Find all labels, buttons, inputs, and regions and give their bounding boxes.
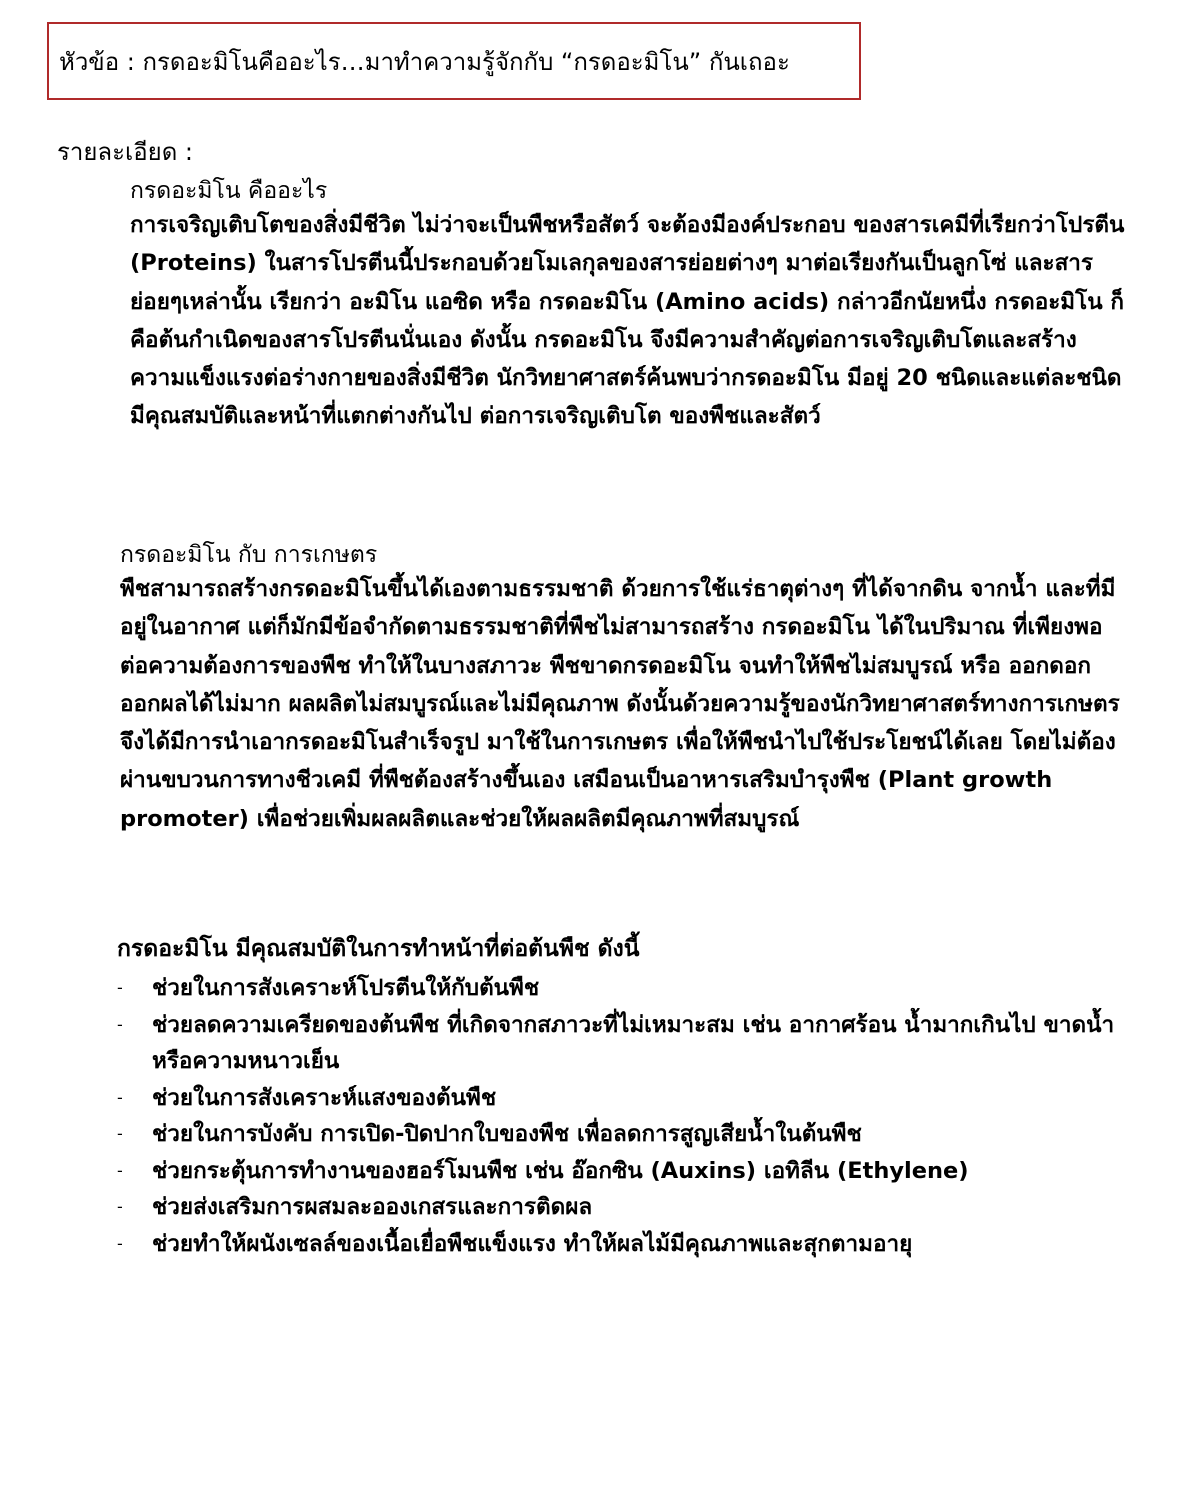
section-heading: กรดอะมิโน กับ การเกษตร — [120, 542, 378, 568]
section-body: พืชสามารถสร้างกรดอะมิโนขึ้นได้เองตามธรรมชาติ ด้วยการใช้แร่ธาตุต่างๆ ที่ได้จากดิน จากน้ำ และที่มีอยู่ในอากาศ แต่ก็มักมีข้อจำกัดตามธรรมชาติที่พืชไม่สามารถสร้าง กรดอะมิโน ได้ในปริมาณ ที่เพียงพอต่อความต้องการของพืช ทำให้ในบางสภาวะ พืชขาดกรดอะมิโน จนทำให้พืชไม่สมบูรณ์ หรือ ออกดอก ออกผลได้ไม่มาก ผลผลิตไม่สมบูรณ์และไม่มีคุณภาพ ดังนั้นด้วยความรู้ของนักวิทยาศาสตร์ทางการเกษตร จึงได้มีการนำเอากรดอะมิโนสำเร็จรูป มาใช้ในการเกษตร เพื่อให้พืชนำไปใช้ประโยชน์ได้เลย โดยไม่ต้องผ่านขบวนการทางชีวเคมี ที่พืชต้องสร้างขึ้นเอง เสมือนเป็นอาหารเสริมบำรุงพืช (Plant growth promoter) เพื่อช่วยเพิ่มผลผลิตและช่วยให้ผลผลิตมีคุณภาพที่สมบูรณ์ — [120, 576, 1120, 832]
list-item: - ช่วยทำให้ผนังเซลล์ของเนื้อเยื่อพืชแข็งแรง ทำให้ผลไม้มีคุณภาพและสุกตามอายุ — [117, 1230, 913, 1257]
section-what-is-amino-acid — [130, 176, 1130, 436]
list-item: - ช่วยในการบังคับ การเปิด-ปิดปากใบของพืช เพื่อลดการสูญเสียน้ำในต้นพืช — [117, 1121, 862, 1147]
list-item: - ช่วยลดความเครียดของต้นพืช ที่เกิดจากสภาวะที่ไม่เหมาะสม เช่น อากาศร้อน น้ำมากเกินไป ขาดน้ำ หรือความหนาวเย็น — [117, 1011, 1115, 1074]
list-item: - ช่วยในการสังเคราะห์แสงของต้นพืช — [117, 1084, 497, 1111]
topic-title-box — [47, 22, 861, 100]
list-item: - ช่วยส่งเสริมการผสมละอองเกสรและการติดผล — [117, 1194, 593, 1220]
section-heading: กรดอะมิโน คืออะไร — [130, 178, 328, 204]
list-item: - ช่วยกระตุ้นการทำงานของฮอร์โมนพืช เช่น อ๊อกซิน (Auxins) เอทิลีน (Ethylene) — [117, 1157, 969, 1184]
section-amino-acid-properties — [117, 932, 1117, 1262]
section-body: การเจริญเติบโตของสิ่งมีชีวิต ไม่ว่าจะเป็นพืชหรือสัตว์ จะต้องมีองค์ประกอบ ของสารเคมีที่เรียกว่าโปรตีน (Proteins) ในสารโปรตีนนี้ประกอบด้วยโมเลกุลของสารย่อยต่างๆ มาต่อเรียงกันเป็นลูกโซ่ และสารย่อยๆเหล่านั้น เรียกว่า อะมิโน แอซิด หรือ กรดอะมิโน (Amino acids) กล่าวอีกนัยหนึ่ง กรดอะมิโน ก็คือต้นกำเนิดของสารโปรตีนนั่นเอง ดังนั้น กรดอะมิโน จึงมีความสำคัญต่อการเจริญเติบโตและสร้างความแข็งแรงต่อร่างกายของสิ่งมีชีวิต นักวิทยาศาสตร์ค้นพบว่ากรดอะมิโน มีอยู่ 20 ชนิดและแต่ละชนิดมีคุณสมบัติและหน้าที่แตกต่างกันไป ต่อการเจริญเติบโต ของพืชและสัตว์ — [130, 212, 1125, 430]
list-item: - ช่วยในการสังเคราะห์โปรตีนให้กับต้นพืช — [117, 975, 540, 1001]
benefits-list — [117, 970, 1117, 1262]
section-amino-acid-agriculture — [120, 540, 1120, 838]
topic-title: หัวข้อ : กรดอะมิโนคืออะไร…มาทำความรู้จักกับ “กรดอะมิโน” กันเถอะ — [59, 47, 790, 76]
section-heading: กรดอะมิโน มีคุณสมบัติในการทำหน้าที่ต่อต้นพืช ดังนี้ — [117, 936, 640, 962]
details-label: รายละเอียด : — [57, 138, 194, 166]
